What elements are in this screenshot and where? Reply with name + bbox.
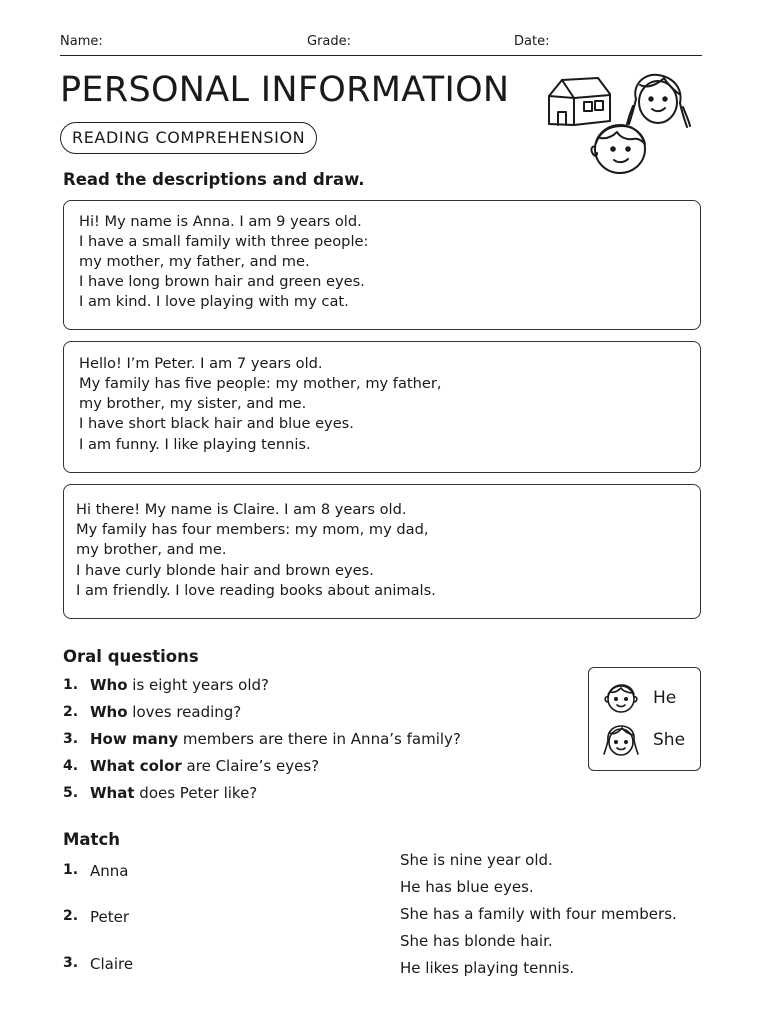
match-statement: He has blue eyes. — [400, 878, 534, 896]
kids-house-illustration — [540, 68, 700, 180]
question-rest: members are there in Anna’s family? — [178, 730, 461, 748]
question-rest: does Peter like? — [134, 784, 258, 802]
question-number: 5. — [63, 785, 79, 801]
description-line: My family has four members: my mom, my dad, — [76, 521, 429, 538]
match-number: 1. — [63, 862, 79, 878]
description-line: my brother, and me. — [76, 541, 227, 558]
description-line: Hi there! My name is Claire. I am 8 years old. — [76, 501, 407, 518]
match-heading: Match — [63, 830, 120, 849]
girl-face-icon — [601, 723, 641, 759]
question-number: 4. — [63, 758, 79, 774]
description-line: I have a small family with three people: — [79, 233, 369, 250]
question-keyword: What — [90, 784, 135, 802]
grade-label: Grade: — [307, 34, 352, 49]
description-line: My family has five people: my mother, my father, — [79, 375, 442, 392]
match-statement: He likes playing tennis. — [400, 959, 575, 977]
match-statement: She has a family with four members. — [400, 905, 677, 923]
question-keyword: Who — [90, 676, 128, 694]
description-box-anna — [63, 200, 701, 330]
question-item — [90, 703, 241, 721]
match-name-peter: Peter — [90, 908, 130, 926]
he-she-legend — [588, 667, 701, 771]
question-rest: are Claire’s eyes? — [181, 757, 320, 775]
match-name-anna: Anna — [90, 862, 129, 880]
description-line: my mother, my father, and me. — [79, 253, 310, 270]
description-box-claire — [63, 484, 701, 619]
description-line: Hi! My name is Anna. I am 9 years old. — [79, 213, 362, 230]
question-keyword: What color — [90, 757, 182, 775]
description-box-peter — [63, 341, 701, 473]
match-statement: She has blonde hair. — [400, 932, 553, 950]
he-label: He — [653, 688, 677, 708]
match-number: 2. — [63, 908, 79, 924]
description-line: I have curly blonde hair and brown eyes. — [76, 562, 374, 579]
match-statement: She is nine year old. — [400, 851, 553, 869]
match-name-claire: Claire — [90, 955, 134, 973]
she-label: She — [653, 730, 686, 750]
question-number: 2. — [63, 704, 79, 720]
page-title: PERSONAL INFORMATION — [60, 70, 510, 110]
description-line: I have short black hair and blue eyes. — [79, 415, 354, 432]
question-rest: loves reading? — [127, 703, 242, 721]
date-label: Date: — [514, 34, 550, 49]
question-item — [90, 730, 461, 748]
boy-face-doodle — [592, 125, 645, 173]
description-line: I am kind. I love playing with my cat. — [79, 293, 349, 310]
description-line: my brother, my sister, and me. — [79, 395, 307, 412]
house-doodle — [549, 78, 610, 125]
header-rule — [60, 55, 702, 56]
question-number: 3. — [63, 731, 79, 747]
question-rest: is eight years old? — [127, 676, 269, 694]
question-item — [90, 676, 269, 694]
question-item — [90, 784, 257, 802]
instruction-text: Read the descriptions and draw. — [63, 170, 365, 189]
question-item — [90, 757, 319, 775]
description-line: I am funny. I like playing tennis. — [79, 436, 311, 453]
description-line: I have long brown hair and green eyes. — [79, 273, 365, 290]
question-number: 1. — [63, 677, 79, 693]
girl-face-doodle — [627, 75, 690, 127]
description-line: I am friendly. I love reading books about animals. — [76, 582, 436, 599]
question-keyword: Who — [90, 703, 128, 721]
boy-face-icon — [601, 681, 641, 715]
match-number: 3. — [63, 955, 79, 971]
question-keyword: How many — [90, 730, 179, 748]
name-label: Name: — [60, 34, 103, 49]
oral-questions-heading: Oral questions — [63, 647, 199, 666]
description-line: Hello! I’m Peter. I am 7 years old. — [79, 355, 323, 372]
subtitle-pill: READING COMPREHENSION — [60, 122, 317, 154]
